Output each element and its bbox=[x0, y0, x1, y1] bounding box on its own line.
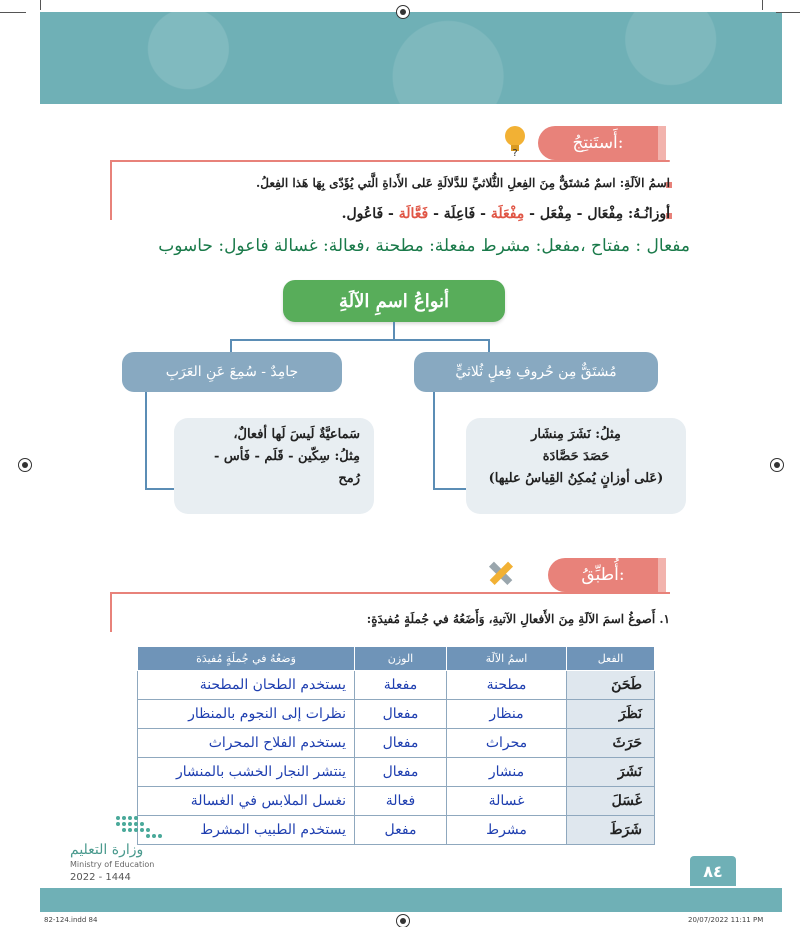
conclude-title: أَستَنتِجُ: bbox=[572, 133, 624, 153]
sentence-answer[interactable]: يستخدم الفلاح المحراث bbox=[138, 729, 355, 758]
connector bbox=[433, 488, 467, 490]
logo-english: Ministry of Education bbox=[70, 860, 155, 869]
section-rule bbox=[110, 160, 670, 162]
header-verb: الفعل bbox=[567, 647, 655, 671]
tool-answer[interactable]: منشار bbox=[447, 758, 567, 787]
table-header-row bbox=[138, 647, 655, 671]
print-slug-left: 82-124.indd 84 bbox=[44, 916, 98, 924]
rule-weights: أوزانُـهُ: مِفْعَال - مِفْعَل - مِفْعَلَة - فَاعِلَة - فَعَّالَة - فَاعُول. bbox=[341, 206, 670, 222]
sentence-answer[interactable]: يستخدم الطحان المطحنة bbox=[138, 671, 355, 700]
crop-mark bbox=[40, 0, 41, 10]
weight-answer[interactable]: مفعال bbox=[355, 729, 447, 758]
sentence-answer[interactable]: نغسل الملابس في الغسالة bbox=[138, 787, 355, 816]
connector bbox=[230, 339, 232, 353]
svg-text:?: ? bbox=[512, 148, 518, 158]
verb-cell: غَسَلَ bbox=[567, 787, 655, 816]
weight-item: مِفْعَلَة bbox=[490, 206, 525, 222]
ministry-logo bbox=[70, 812, 210, 884]
sentence-answer[interactable]: يستخدم الطبيب المشرط bbox=[138, 816, 355, 845]
weights-label: أوزانُـهُ: bbox=[628, 206, 670, 222]
connector bbox=[488, 339, 490, 353]
card-line: مِثلُ: نَشَرَ مِنشَار bbox=[531, 427, 621, 442]
conclude-tab bbox=[538, 126, 658, 160]
registration-mark-icon bbox=[18, 458, 32, 472]
crop-mark bbox=[762, 0, 763, 10]
registration-mark-icon bbox=[770, 458, 784, 472]
print-slug-right: 20/07/2022 11:11 PM bbox=[688, 916, 764, 924]
diagram-node-fixed: جامِدٌ - سُمِعَ عَنِ العَرَبِ bbox=[122, 352, 342, 392]
header-sentence: وَضعُهُ في جُملَةٍ مُفيدَة bbox=[138, 647, 355, 671]
lightbulb-question-icon bbox=[500, 124, 530, 158]
connector bbox=[393, 322, 395, 340]
table-row bbox=[138, 758, 655, 787]
header-weight: الوزن bbox=[355, 647, 447, 671]
registration-mark-icon bbox=[396, 5, 410, 19]
section-rule bbox=[110, 592, 112, 632]
table-row bbox=[138, 671, 655, 700]
verb-cell: شَرَطَ bbox=[567, 816, 655, 845]
sentence-answer[interactable]: نظرات إلى النجوم بالمنظار bbox=[138, 700, 355, 729]
apply-title: أُطبِّقُ: bbox=[581, 565, 625, 585]
connector bbox=[145, 488, 175, 490]
weight-answer[interactable]: مفعلة bbox=[355, 671, 447, 700]
verb-cell: حَرَثَ bbox=[567, 729, 655, 758]
handwritten-examples: مفعال : مفتاح ،مفعل: مشرط مفعلة: مطحنة ،فعالة: غسالة فاعول: حاسوب bbox=[158, 236, 690, 256]
tool-answer[interactable]: منظار bbox=[447, 700, 567, 729]
weight-answer[interactable]: مفعال bbox=[355, 758, 447, 787]
weight-item: فَاعِلَة bbox=[443, 206, 476, 222]
weight-item: مِفْعَال bbox=[587, 206, 624, 222]
tool-answer[interactable]: مشرط bbox=[447, 816, 567, 845]
verb-cell: نَشَرَ bbox=[567, 758, 655, 787]
apply-tab bbox=[548, 558, 658, 592]
crop-mark bbox=[776, 12, 800, 13]
header-tool: اسمُ الآلَة bbox=[447, 647, 567, 671]
connector bbox=[145, 392, 147, 490]
weight-item: فَعَّالَة bbox=[398, 206, 429, 222]
rule-definition: اسمُ الآلَةِ: اسمٌ مُشتَقٌّ مِنَ الفِعلِ الثُّلاثيِّ للدَّلالَةِ عَلى الأَداةِ الَّتي يُؤَدّى بِهَا هَذا الفِعلُ. bbox=[256, 176, 670, 190]
diagram-node-derived: مُشتَقٌّ مِن حُروفِ فِعلٍ ثُلاثيٍّ bbox=[414, 352, 658, 392]
weight-item: فَاعُول bbox=[346, 206, 384, 222]
tool-answer[interactable]: مطحنة bbox=[447, 671, 567, 700]
weight-answer[interactable]: مفعال bbox=[355, 700, 447, 729]
connector bbox=[433, 392, 435, 490]
weight-answer[interactable]: مفعل bbox=[355, 816, 447, 845]
ministry-logo-dots-icon bbox=[112, 812, 172, 840]
exercise-table bbox=[137, 646, 655, 845]
table-row bbox=[138, 700, 655, 729]
ruler-pencil-icon bbox=[484, 556, 518, 590]
table-row bbox=[138, 816, 655, 845]
table-row bbox=[138, 787, 655, 816]
verb-cell: طَحَنَ bbox=[567, 671, 655, 700]
card-line: سَماعيَّةٌ لَيسَ لَها أفعالٌ، bbox=[233, 427, 360, 442]
logo-year: 2022 - 1444 bbox=[70, 872, 131, 883]
verb-cell: نَظَرَ bbox=[567, 700, 655, 729]
card-line: رُمح bbox=[338, 471, 360, 486]
diagram-root: أنواعُ اسمِ الآلَةِ bbox=[283, 280, 505, 322]
section-rule bbox=[110, 160, 112, 220]
card-line: حَصَدَ حَصَّادَة bbox=[542, 449, 610, 464]
registration-mark-icon bbox=[396, 914, 410, 927]
card-line: مِثلُ: سِكّين - قَلَم - فَأس - bbox=[214, 449, 360, 464]
diagram-card-derived bbox=[466, 418, 686, 514]
tool-answer[interactable]: غسالة bbox=[447, 787, 567, 816]
card-line: (عَلى أوزانٍ يُمكِنُ القِياسُ عليها) bbox=[488, 471, 664, 486]
exercise-instruction: ١. أَصوغُ اسمَ الآلَةِ مِنَ الأَفعالِ الآتيةِ، وَأَضَعُهُ في جُملَةٍ مُفيدَةٍ: bbox=[366, 612, 670, 626]
diagram-card-fixed bbox=[174, 418, 374, 514]
weight-item: مِفْعَل bbox=[539, 206, 572, 222]
header-band bbox=[40, 12, 782, 104]
tool-answer[interactable]: محراث bbox=[447, 729, 567, 758]
table-row bbox=[138, 729, 655, 758]
crop-mark bbox=[0, 12, 26, 13]
sentence-answer[interactable]: ينتشر النجار الخشب بالمنشار bbox=[138, 758, 355, 787]
connector bbox=[230, 339, 490, 341]
weight-answer[interactable]: فعالة bbox=[355, 787, 447, 816]
footer-band bbox=[40, 888, 782, 912]
page-number: ٨٤ bbox=[690, 856, 736, 886]
logo-arabic: وزارة التعليم bbox=[70, 842, 144, 858]
section-rule bbox=[110, 592, 670, 594]
